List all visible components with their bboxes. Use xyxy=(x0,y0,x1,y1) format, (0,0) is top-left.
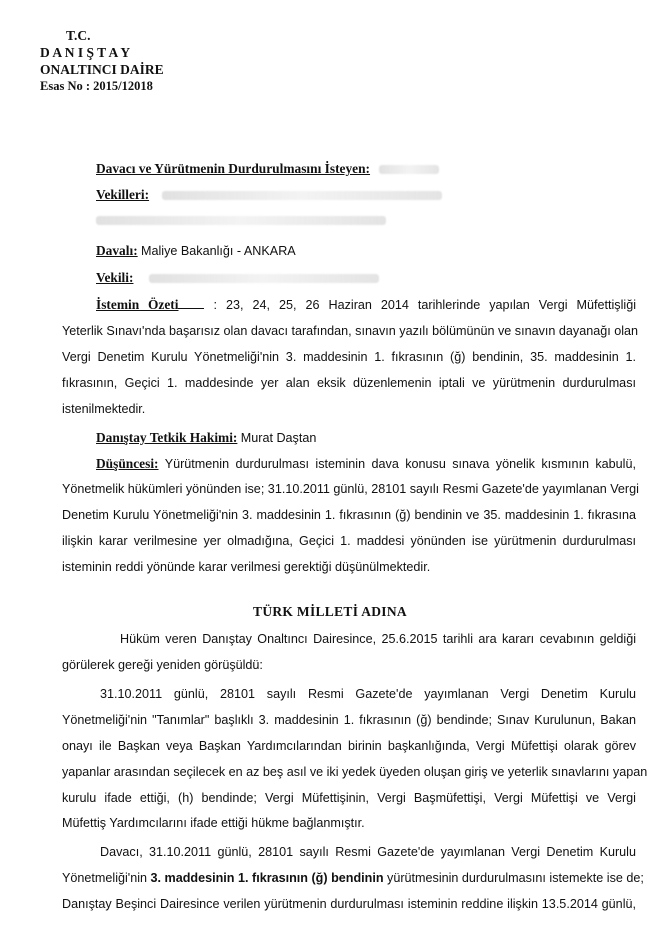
chamber-name: ONALTINCI DAİRE xyxy=(40,62,164,77)
decision-para2-line-1: 31.10.2011 günlü, 28101 sayılı Resmi Gazete'de yayımlanan Vergi Denetim Kurulu xyxy=(100,687,636,701)
defendant-value: Maliye Bakanlığı - ANKARA xyxy=(141,244,296,258)
republic-abbrev: T.C. xyxy=(66,28,91,43)
decision-para3-line-3: Danıştay Beşinci Dairesince verilen yürütmenin durdurulması isteminin reddine ilişkin 13.5.2014 günlü, xyxy=(62,897,636,911)
summary-line-4: fıkrasının, Geçici 1. maddesinde yer alan eksik düzenlemenin iptali ve yürütmenin durdurulması xyxy=(62,376,636,390)
decision-para2-line-2: Yönetmeliği'nin "Tanımlar" başlıklı 3. maddesinin 1. fıkrasının (ğ) bendinde; Sınav Kurulunun, Bakan xyxy=(62,713,636,727)
opinion-line-1 xyxy=(96,456,636,472)
decision-para1-line-1: Hüküm veren Danıştay Onaltıncı Dairesince, 25.6.2015 tarihli ara kararı cevabının geldiği xyxy=(120,632,636,646)
plaintiff-attorneys-address-row xyxy=(96,212,636,228)
decision-heading: TÜRK MİLLETİ ADINA xyxy=(253,604,407,619)
opinion-line-5: isteminin reddi yönünde karar verilmesi gerektiği düşünülmektedir. xyxy=(62,560,431,574)
decision-para2-line-3: onayı ile Başkan veya Başkan Yardımcılarından birinin başkanlığında, Vergi Müfettişi olarak görev xyxy=(62,739,636,753)
redacted-attorneys-address xyxy=(96,216,386,225)
defendant-attorney-label: Vekili: xyxy=(96,270,134,285)
redacted-plaintiff-name xyxy=(379,165,439,174)
redacted-attorneys xyxy=(162,191,442,200)
judge-name: Murat Daştan xyxy=(240,431,317,445)
opinion-line-2: Yönetmelik hükümleri yönünden ise; 31.10.2011 günlü, 28101 sayılı Resmi Gazete'de yayımlanan Vergi xyxy=(62,482,639,496)
decision-para2-line-5: kurulu ifade ettiği, (h) bendinde; Vergi Müfettişinin, Vergi Başmüfettişi, Vergi Müfettişi ve Vergi xyxy=(62,791,636,805)
decision-para2-line-6: Müfettiş Yardımcılarını ifade ettiği hükme bağlanmıştır. xyxy=(62,816,365,830)
plaintiff-row xyxy=(96,161,636,177)
decision-para1-line-2: görülerek gereği yeniden görüşüldü: xyxy=(62,658,263,672)
judge-label: Danıştay Tetkik Hakimi: xyxy=(96,430,238,445)
para3-line2-prefix: Yönetmeliği'nin xyxy=(62,871,151,885)
decision-para3-line-1: Davacı, 31.10.2011 günlü, 28101 sayılı Resmi Gazete'de yayımlanan Vergi Denetim Kurulu xyxy=(100,845,636,859)
decision-para3-line-2 xyxy=(62,871,644,885)
defendant-row xyxy=(96,243,636,259)
summary-text-1: : 23, 24, 25, 26 Haziran 2014 tarihlerinde yapılan Vergi Müfettişliği xyxy=(213,298,636,312)
summary-label: İstemin Özeti xyxy=(96,297,179,312)
summary-line-5: istenilmektedir. xyxy=(62,402,146,416)
opinion-label: Düşüncesi: xyxy=(96,456,159,471)
document-header xyxy=(40,27,164,95)
summary-line-2: Yeterlik Sınavı'nda başarısız olan davacı tarafından, sınavın yazılı bölümünün ve sınavın dayanağı olan xyxy=(62,324,639,338)
plaintiff-attorneys-label: Vekilleri: xyxy=(96,187,150,202)
plaintiff-label: Davacı ve Yürütmenin Durdurulmasını İsteyen: xyxy=(96,161,371,176)
defendant-label: Davalı: xyxy=(96,243,138,258)
judge-row xyxy=(96,430,636,446)
defendant-attorney-row xyxy=(96,270,636,286)
para3-line2-suffix: yürütmesinin durdurulmasını istemekte ise de; xyxy=(383,871,644,885)
opinion-line-3: Denetim Kurulu Yönetmeliği'nin 3. maddesinin 1. fıkrasının (ğ) bendinin ve 35. maddesinin 1. fıkrasına xyxy=(62,508,636,522)
decision-para2-line-4: yapanlar arasından seçilecek en az beş asıl ve iki yedek üyeden oluşan giriş ve yeterlik sınavlarını yapan xyxy=(62,765,648,779)
para3-line2-bold: 3. maddesinin 1. fıkrasının (ğ) bendinin xyxy=(150,871,384,885)
summary-line-1 xyxy=(96,297,636,313)
case-number: Esas No : 2015/12018 xyxy=(40,79,153,93)
opinion-text-1: Yürütmenin durdurulması isteminin dava konusu sınava yönelik kısmının kabulü, xyxy=(164,457,636,471)
summary-line-3: Vergi Denetim Kurulu Yönetmeliği'nin 3. maddesinin 1. fıkrasının (ğ) bendinin, 35. maddesinin 1. xyxy=(62,350,636,364)
opinion-line-4: ilişkin karar verilmesine yer olmadığına, Geçici 1. maddesi yönünden ise yürütmenin durdurulması xyxy=(62,534,636,548)
court-name: D A N I Ş T A Y xyxy=(40,45,131,60)
plaintiff-attorneys-row xyxy=(96,187,636,203)
redacted-defendant-attorney xyxy=(149,274,379,283)
